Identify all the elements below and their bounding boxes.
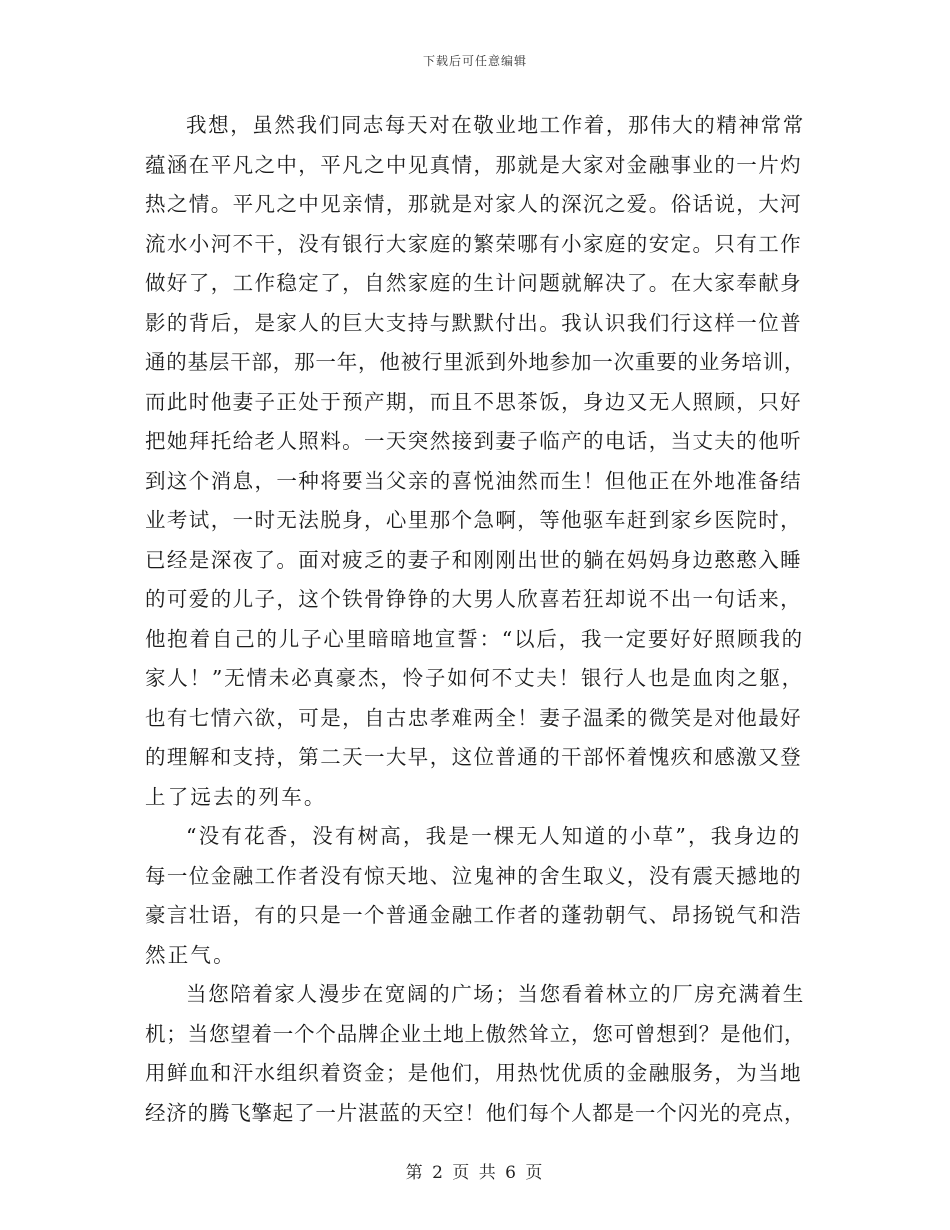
document-body bbox=[145, 106, 805, 1133]
text-line: 影的背后，是家人的巨大支持与默默付出。我认识我们行这样一位普 bbox=[145, 310, 802, 335]
text-line: 家人！”无情未必真豪杰，怜子如何不丈夫！银行人也是血肉之躯， bbox=[145, 666, 804, 690]
page-number: 第 2 页 共 6 页 bbox=[405, 1163, 545, 1183]
text-line: 经济的腾飞擎起了一片湛蓝的天空！他们每个人都是一个闪光的亮点， bbox=[145, 1100, 806, 1125]
text-line: 做好了，工作稳定了，自然家庭的生计问题就解决了。在大家奉献身 bbox=[145, 271, 802, 295]
text-line: 业考试，一时无法脱身，心里那个急啊，等他驱车赶到家乡医院时， bbox=[145, 508, 802, 532]
paragraph bbox=[145, 106, 805, 817]
text-line: 豪言壮语，有的只是一个普通金融工作者的蓬勃朝气、昂扬锐气和浩 bbox=[145, 903, 802, 927]
text-line: 已经是深夜了。面对疲乏的妻子和刚刚出世的躺在妈妈身边憨憨入睡 bbox=[145, 547, 802, 572]
text-line: 当您陪着家人漫步在宽阔的广场；当您看着林立的厂房充满着生 bbox=[186, 982, 805, 1006]
text-line: “没有花香，没有树高，我是一棵无人知道的小草”，我身边的 bbox=[186, 824, 802, 848]
text-line: 热之情。平凡之中见亲情，那就是对家人的深沉之爱。俗话说，大河 bbox=[145, 192, 802, 216]
page-header: 下载后可任意编辑 bbox=[422, 54, 527, 68]
text-line: 流水小河不干，没有银行大家庭的繁荣哪有小家庭的安定。只有工作 bbox=[145, 231, 802, 256]
text-line: 而此时他妻子正处于预产期，而且不思茶饭，身边又无人照顾，只好 bbox=[145, 389, 802, 414]
text-line: 上了远去的列车。 bbox=[145, 784, 327, 809]
text-line: 用鲜血和汗水组织着资金；是他们，用热忱优质的金融服务，为当地 bbox=[145, 1061, 802, 1085]
paragraph bbox=[145, 975, 805, 1133]
text-line: 然正气。 bbox=[145, 942, 236, 967]
text-line: 的可爱的儿子，这个铁骨铮铮的大男人欣喜若狂却说不出一句话来， bbox=[145, 587, 802, 611]
text-line: 机；当您望着一个个品牌企业土地上傲然耸立，您可曾想到？是他们， bbox=[145, 1021, 806, 1046]
text-line: 通的基层干部，那一年，他被行里派到外地参加一次重要的业务培训， bbox=[145, 350, 806, 374]
text-line: 蕴涵在平凡之中，平凡之中见真情，那就是大家对金融事业的一片灼 bbox=[145, 152, 802, 177]
text-line: 每一位金融工作者没有惊天地、泣鬼神的舍生取义，没有震天撼地的 bbox=[145, 863, 802, 888]
text-line: 他抱着自己的儿子心里暗暗地宣誓：“以后，我一定要好好照顾我的 bbox=[145, 626, 804, 651]
text-line: 到这个消息，一种将要当父亲的喜悦油然而生！但他正在外地准备结 bbox=[145, 468, 802, 493]
text-line: 我想，虽然我们同志每天对在敬业地工作着，那伟大的精神常常 bbox=[186, 113, 805, 137]
text-line: 把她拜托给老人照料。一天突然接到妻子临产的电话，当丈夫的他听 bbox=[145, 429, 802, 453]
text-line: 也有七情六欲，可是，自古忠孝难两全！妻子温柔的微笑是对他最好 bbox=[145, 705, 802, 730]
text-line: 的理解和支持，第二天一大早，这位普通的干部怀着愧疚和感激又登 bbox=[145, 745, 802, 769]
paragraph bbox=[145, 817, 805, 975]
